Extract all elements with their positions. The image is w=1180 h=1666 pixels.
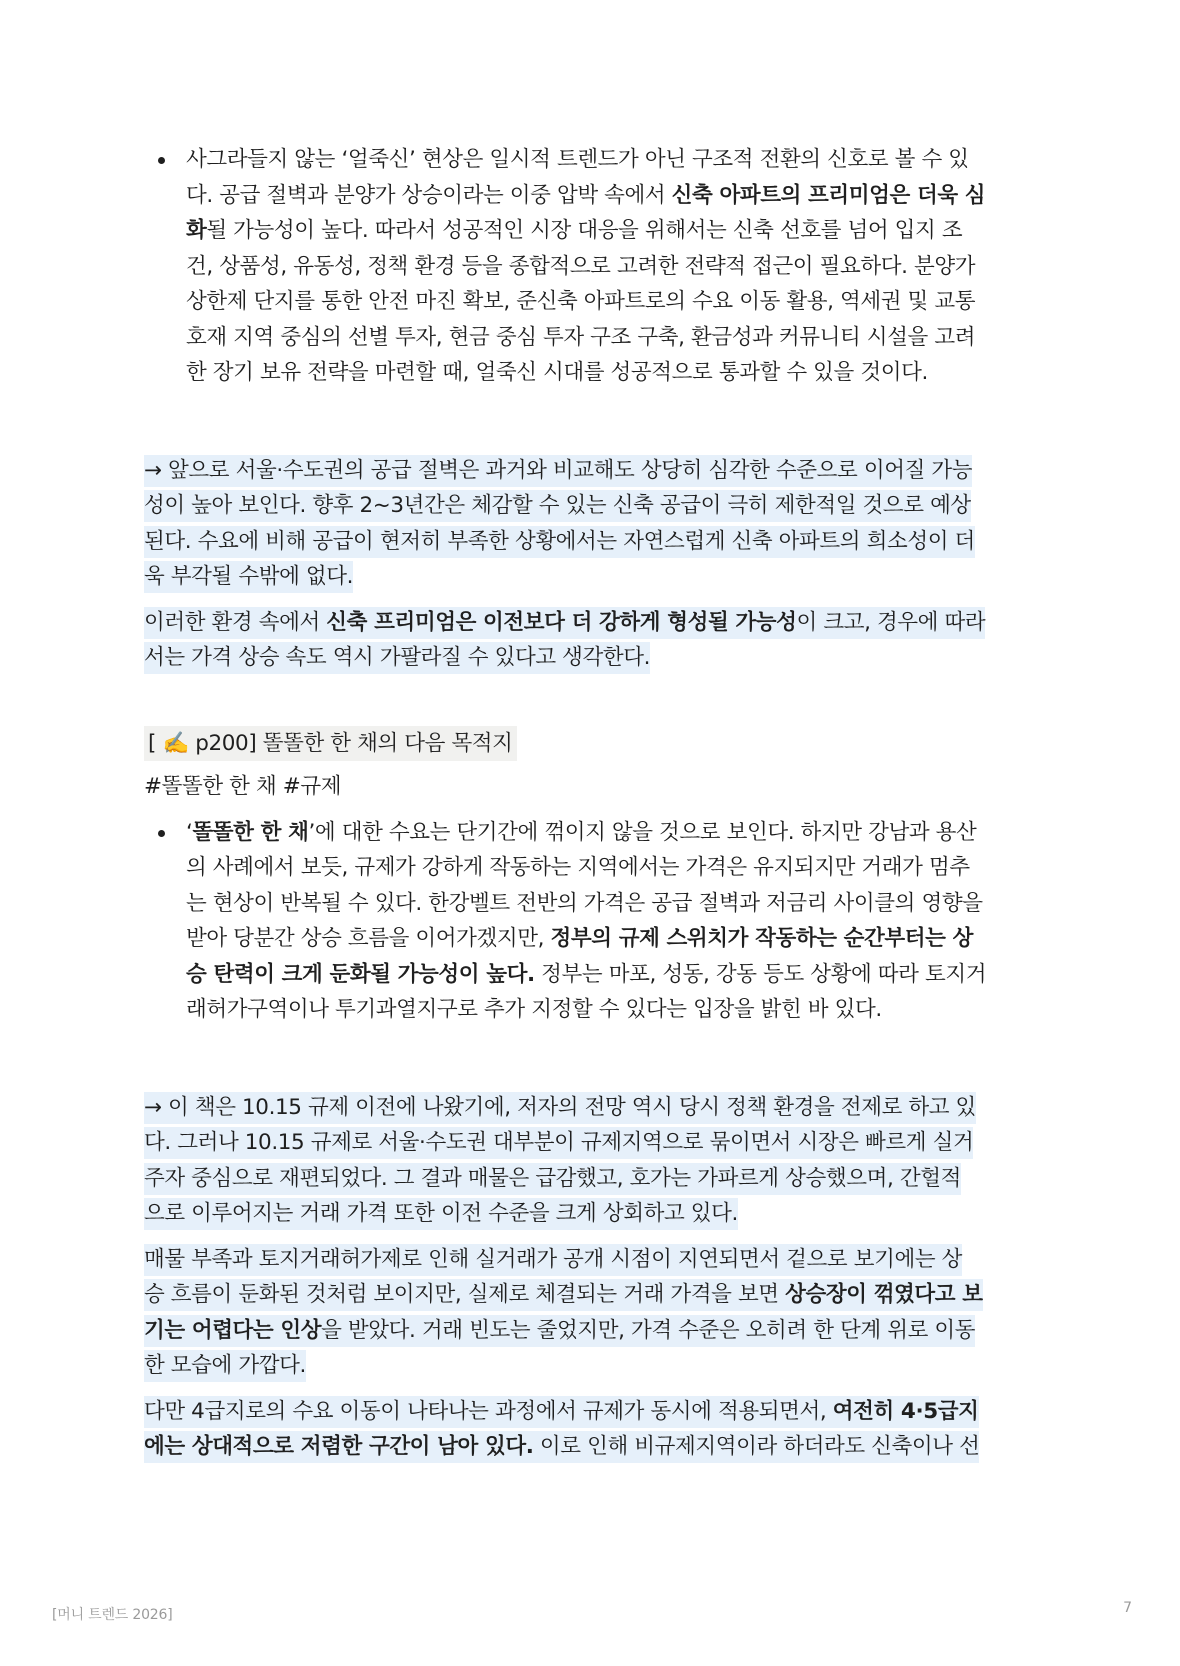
text-line: 주자 중심으로 재편되었다. 그 결과 매물은 급감했고, 호가는 가파르게 상승했으며, 간헐적: [144, 1161, 1044, 1197]
text-line: 받아 당분간 상승 흐름을 이어가겠지만, 정부의 규제 스위치가 작동하는 순간부터는 상: [186, 926, 973, 951]
text-line: ‘똘똘한 한 채’에 대한 수요는 단기간에 꺾이지 않을 것으로 보인다. 하지만 강남과 용산: [186, 819, 977, 845]
bullet-item: [144, 815, 1044, 1028]
text-line: 된다. 수요에 비해 공급이 현저히 부족한 상황에서는 자연스럽게 신축 아파트의 희소성이 더: [144, 524, 1044, 560]
text-line: 기는 어렵다는 인상을 받았다. 거래 빈도는 줄었지만, 가격 수준은 오히려 한 단계 위로 이동: [144, 1313, 1044, 1349]
text-line: 한 장기 보유 전략을 마련할 때, 얼죽신 시대를 성공적으로 통과할 수 있을 것이다.: [186, 360, 928, 385]
text-line: 으로 이루어지는 거래 가격 또한 이전 수준을 크게 상회하고 있다.: [144, 1196, 1044, 1232]
text-line: 승 탄력이 크게 둔화될 가능성이 높다. 정부는 마포, 성동, 강동 등도 상황에 따라 토지거: [186, 961, 987, 987]
text-line: 의 사례에서 보듯, 규제가 강하게 작동하는 지역에서는 가격은 유지되지만 거래가 멈추: [186, 855, 970, 880]
text-line: 사그라들지 않는 ‘얼죽신’ 현상은 일시적 트렌드가 아닌 구조적 전환의 신호로 볼 수 있: [186, 147, 969, 172]
text-line: 한 모습에 가깝다.: [144, 1348, 1044, 1384]
text-line: 상한제 단지를 통한 안전 마진 확보, 준신축 아파트로의 수요 이동 활용, 역세권 및 교통: [186, 289, 976, 314]
text-line: → 앞으로 서울·수도권의 공급 절벽은 과거와 비교해도 상당히 심각한 수준으로 이어질 가능: [144, 453, 1044, 489]
text-line: 이러한 환경 속에서 신축 프리미엄은 이전보다 더 강하게 형성될 가능성이 크고, 경우에 따라: [144, 605, 1044, 641]
text-line: 에는 상대적으로 저렴한 구간이 남아 있다. 이로 인해 비규제지역이라 하더라도 신축이나 선: [144, 1429, 1044, 1465]
footer-title: [머니 트렌드 2026]: [52, 1607, 173, 1623]
highlighted-note: [144, 1394, 1044, 1465]
highlighted-note: [144, 1090, 1044, 1232]
text-line: 래허가구역이나 투기과열지구로 추가 지정할 수 있다는 입장을 밝힌 바 있다.: [186, 997, 882, 1022]
text-line: 다. 그러나 10.15 규제로 서울·수도권 대부분이 규제지역으로 묶이면서 시장은 빠르게 실거: [144, 1125, 1044, 1161]
text-line: 승 흐름이 둔화된 것처럼 보이지만, 실제로 체결되는 거래 가격을 보면 상승장이 꺾였다고 보: [144, 1277, 1044, 1313]
text-line: → 이 책은 10.15 규제 이전에 나왔기에, 저자의 전망 역시 당시 정책 환경을 전제로 하고 있: [144, 1090, 1044, 1126]
highlighted-note: [144, 453, 1044, 595]
text-line: 욱 부각될 수밖에 없다.: [144, 559, 1044, 595]
text-line: 매물 부족과 토지거래허가제로 인해 실거래가 공개 시점이 지연되면서 겉으로 보기에는 상: [144, 1242, 1044, 1278]
text-line: 건, 상품성, 유동성, 정책 환경 등을 종합적으로 고려한 전략적 접근이 필요하다. 분양가: [186, 253, 976, 279]
section-header: [144, 726, 1044, 762]
highlighted-note: [144, 605, 1044, 676]
text-line: 서는 가격 상승 속도 역시 가팔라질 수 있다고 생각한다.: [144, 640, 1044, 676]
page-reference-tag: [ ✍️ p200] 똘똘한 한 채의 다음 목적지: [144, 726, 517, 762]
document-content: [144, 142, 1044, 1465]
highlighted-note: [144, 1242, 1044, 1384]
page-number: 7: [1123, 1600, 1132, 1616]
bullet-dot-icon: [158, 157, 165, 164]
text-line: 는 현상이 반복될 수 있다. 한강벨트 전반의 가격은 공급 절벽과 저금리 사이클의 영향을: [186, 890, 983, 916]
text-line: 호재 지역 중심의 선별 투자, 현금 중심 투자 구조 구축, 환금성과 커뮤니티 시설을 고려: [186, 324, 976, 350]
text-line: 다. 공급 절벽과 분양가 상승이라는 이중 압박 속에서 신축 아파트의 프리미엄은 더욱 심: [186, 182, 986, 208]
writing-hand-icon: ✍️: [162, 730, 189, 756]
bullet-item: [144, 142, 1044, 391]
text-line: 화될 가능성이 높다. 따라서 성공적인 시장 대응을 위해서는 신축 선호를 넘어 입지 조: [186, 218, 963, 243]
bullet-dot-icon: [158, 830, 165, 837]
text-line: 성이 높아 보인다. 향후 2~3년간은 체감할 수 있는 신축 공급이 극히 제한적일 것으로 예상: [144, 488, 1044, 524]
text-line: 다만 4급지로의 수요 이동이 나타나는 과정에서 규제가 동시에 적용되면서, 여전히 4·5급지: [144, 1394, 1044, 1430]
hashtags: #똘똘한 한 채 #규제: [144, 774, 342, 799]
